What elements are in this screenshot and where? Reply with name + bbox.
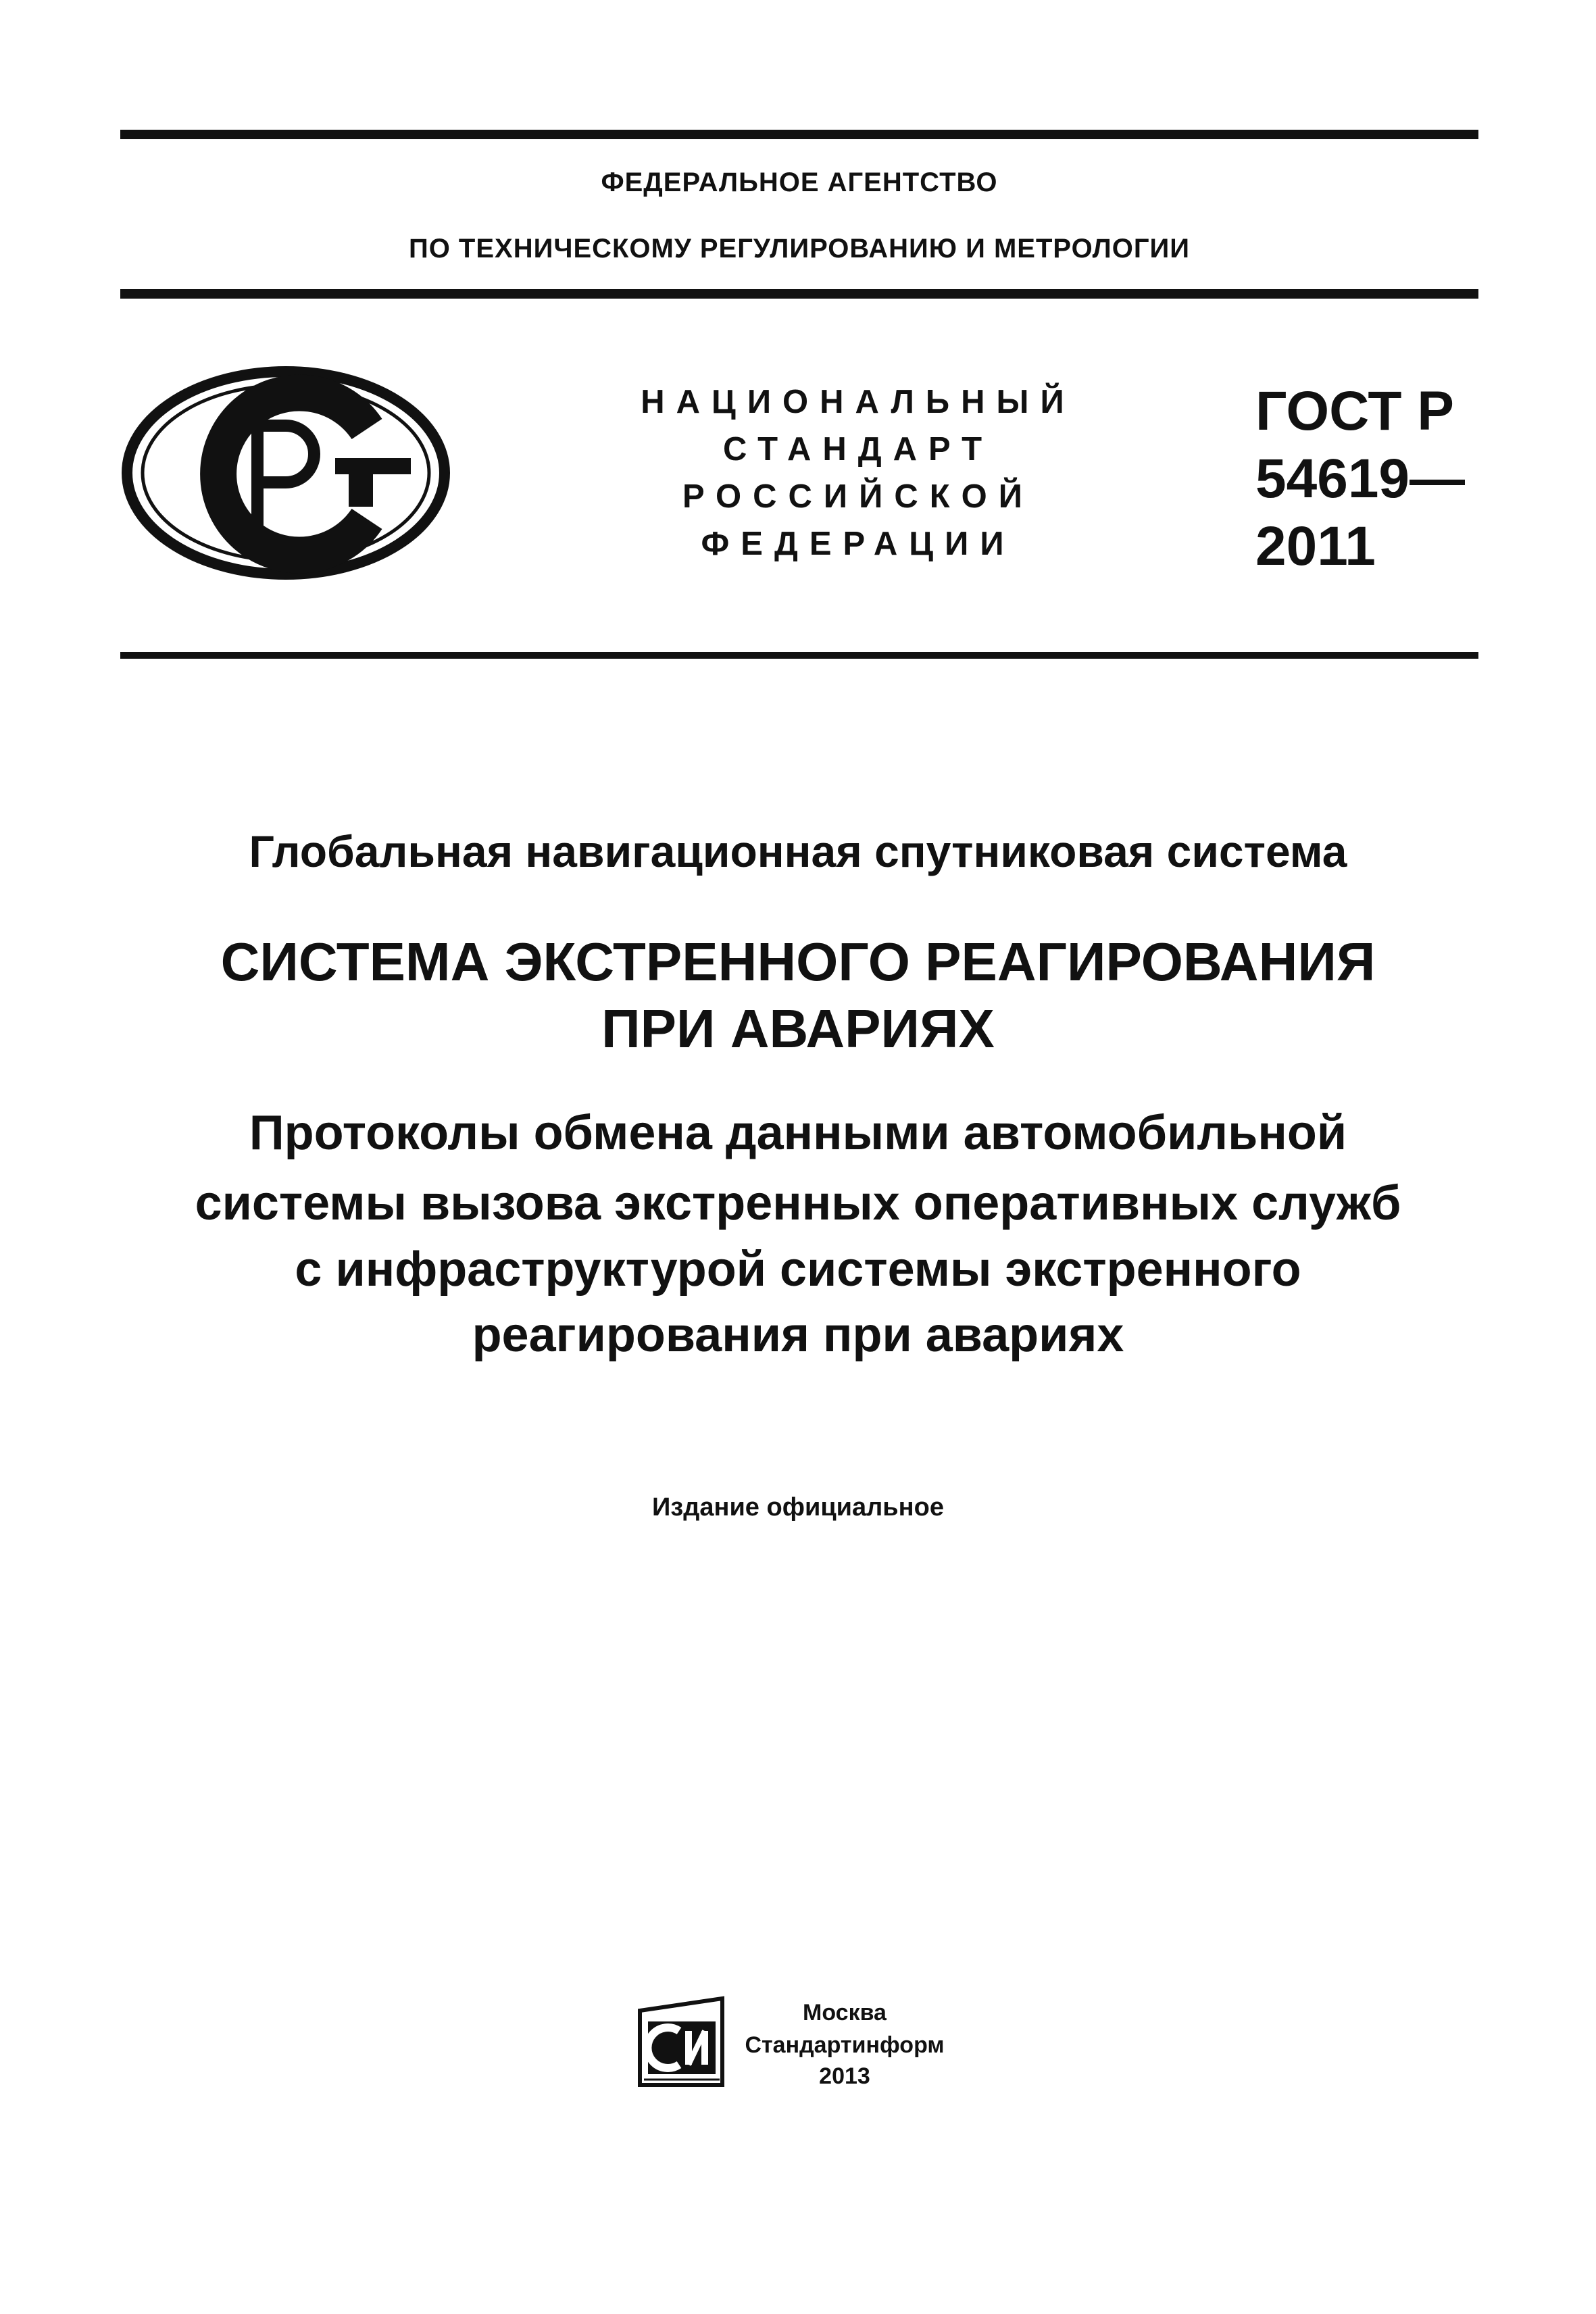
document-description-line-2: системы вызова экстренных оперативных служб <box>195 1176 1401 1230</box>
gost-designation-line-3: 2011 <box>1255 515 1376 577</box>
standard-type-line-4: ФЕДЕРАЦИИ <box>701 526 1016 562</box>
document-subtitle: Глобальная навигационная спутниковая система <box>249 826 1347 876</box>
document-description-line-4: реагирования при авариях <box>472 1308 1124 1362</box>
top-rule <box>120 130 1478 139</box>
standard-type-line-3: РОССИЙСКОЙ <box>682 478 1034 515</box>
document-main-title-line-2: ПРИ АВАРИЯХ <box>601 999 995 1059</box>
header-bottom-rule <box>120 289 1478 299</box>
publisher-city: Москва <box>803 2000 887 2026</box>
document-description-line-3: с инфраструктурой системы экстренного <box>295 1242 1301 1297</box>
gost-designation-line-2: 54619— <box>1255 448 1466 509</box>
agency-line-1: ФЕДЕРАЛЬНОЕ АГЕНТСТВО <box>601 168 998 197</box>
gost-designation-line-1: ГОСТ Р <box>1255 380 1454 442</box>
standard-type-line-2: СТАНДАРТ <box>722 431 994 468</box>
document-main-title-line-1: СИСТЕМА ЭКСТРЕННОГО РЕАГИРОВАНИЯ <box>220 932 1376 992</box>
title-block-rule <box>120 652 1478 659</box>
standard-type-line-1: НАЦИОНАЛЬНЫЙ <box>641 384 1076 420</box>
agency-line-2: ПО ТЕХНИЧЕСКОМУ РЕГУЛИРОВАНИЮ И МЕТРОЛОГИИ <box>408 234 1191 263</box>
standartinform-logo-icon <box>630 1993 732 2094</box>
rst-certification-mark-icon <box>120 365 451 581</box>
publication-year: 2013 <box>819 2063 870 2089</box>
edition-note: Издание официальное <box>652 1493 944 1521</box>
document-description-line-1: Протоколы обмена данными автомобильной <box>249 1106 1347 1160</box>
publisher-name: Стандартинформ <box>745 2032 945 2058</box>
